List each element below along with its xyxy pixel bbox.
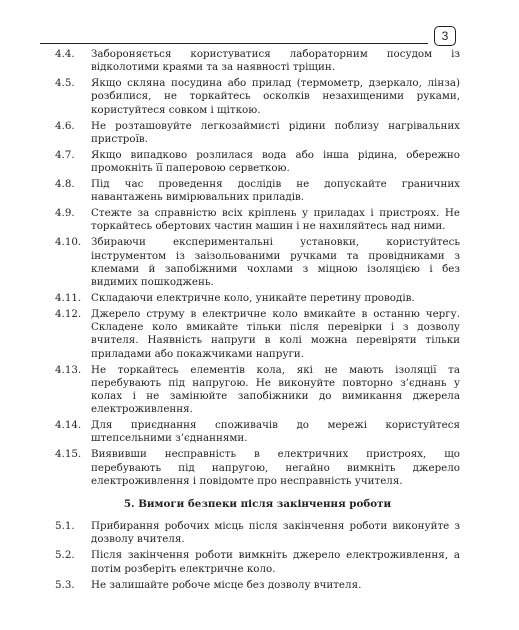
rules-list [55, 48, 460, 488]
content [55, 48, 460, 595]
rule-number: 4.4. [55, 48, 75, 60]
rule-item [55, 77, 460, 117]
rule-number: 4.5. [55, 77, 75, 90]
rule-text: Стежте за справністю всіх кріплень у приладах і пристроях. Не торкайтесь обертових частин машин і не нахиляйтесь над ними. [91, 207, 460, 233]
rule-item [55, 364, 460, 417]
rule-number: 5.1. [55, 520, 75, 533]
rule-number: 5.3. [55, 578, 75, 591]
rule-text: Якщо випадково розлилася вода або інша рідина, обережно промокніть її паперовою серветкою. [91, 148, 460, 175]
rule-text: Виявивши несправність в електричних пристроях, що перебувають під напругою, негайно вимкніть джерело електроживлення і повідомте про несправність учителя. [91, 448, 460, 487]
rule-number: 5.2. [55, 549, 75, 562]
rule-number: 4.8. [55, 178, 75, 191]
rule-number: 4.7. [55, 148, 75, 161]
rule-item [55, 579, 460, 592]
rule-text: Джерело струму в електричне коло вмикайте в останню чергу. Складене коло вмикайте тільки після перевірки і з дозволу вчителя. Наявність напруги в колі можна перевіряти тільки приладами або покажчиками напруги. [91, 308, 460, 360]
rule-text: Не залишайте робоче місце без дозволу вчителя. [91, 578, 362, 591]
rule-item [55, 448, 460, 488]
rule-text: Забороняється користуватися лабораторним посудом із відколотими краями та за наявності тріщин. [91, 48, 460, 74]
rule-item [55, 520, 460, 546]
rule-text: Під час проведення дослідів не допускайте граничних навантажень вимірювальних приладів. [91, 178, 460, 204]
page-number: 3 [434, 26, 456, 46]
rule-text: Для приєднання споживачів до мережі користуйтеся штепсельними з’єднаннями. [91, 419, 460, 445]
rule-item [55, 292, 460, 305]
rule-item [55, 549, 460, 575]
rule-item [55, 236, 460, 289]
rule-text: Складаючи електричне коло, уникайте перетину проводів. [91, 292, 415, 305]
rule-text: Після закінчення роботи вимкніть джерело електроживлення, а потім розберіть електричне коло. [91, 549, 460, 575]
rule-number: 4.9. [55, 207, 75, 220]
rule-text: Якщо скляна посудина або прилад (термометр, дзеркало, лінза) розбилися, не торкайтесь осколків незахищеними руками, користуйтеся совком і щіткою. [91, 77, 460, 116]
section-rules-list [55, 520, 460, 592]
header-rule [40, 43, 428, 44]
rule-item [55, 48, 460, 74]
rule-number: 4.13. [55, 363, 82, 376]
rule-number: 4.15. [55, 448, 82, 461]
rule-text: Збираючи експериментальні установки, користуйтесь інструментом із заізольованими ручками та провідниками з клемами й запобіжними чохлами з міцною ізоляцією і без видимих пошкоджень. [91, 236, 460, 289]
rule-item [55, 149, 460, 175]
rule-item [55, 419, 460, 445]
rule-number: 4.14. [55, 419, 82, 432]
rule-text: Не розташовуйте легкозаймисті рідини поблизу нагрівальних пристроїв. [91, 119, 460, 145]
rule-item [55, 120, 460, 146]
rule-text: Прибирання робочих місць після закінчення роботи виконуйте з дозволу вчителя. [91, 520, 460, 546]
rule-number: 4.6. [55, 119, 75, 132]
rule-text: Не торкайтесь елементів кола, які не мають ізоляції та перебувають під напругою. Не виконуйте повторно з’єднань у колах і не замінюйте запобіжники до вимикання джерела електроживлення. [91, 363, 460, 416]
rule-item [55, 178, 460, 204]
rule-number: 4.10. [55, 236, 82, 249]
rule-number: 4.11. [55, 292, 82, 305]
section-title: 5. Вимоги безпеки після закінчення роботи [123, 498, 392, 511]
rule-item [55, 308, 460, 361]
rule-item [55, 207, 460, 233]
rule-number: 4.12. [55, 308, 82, 321]
